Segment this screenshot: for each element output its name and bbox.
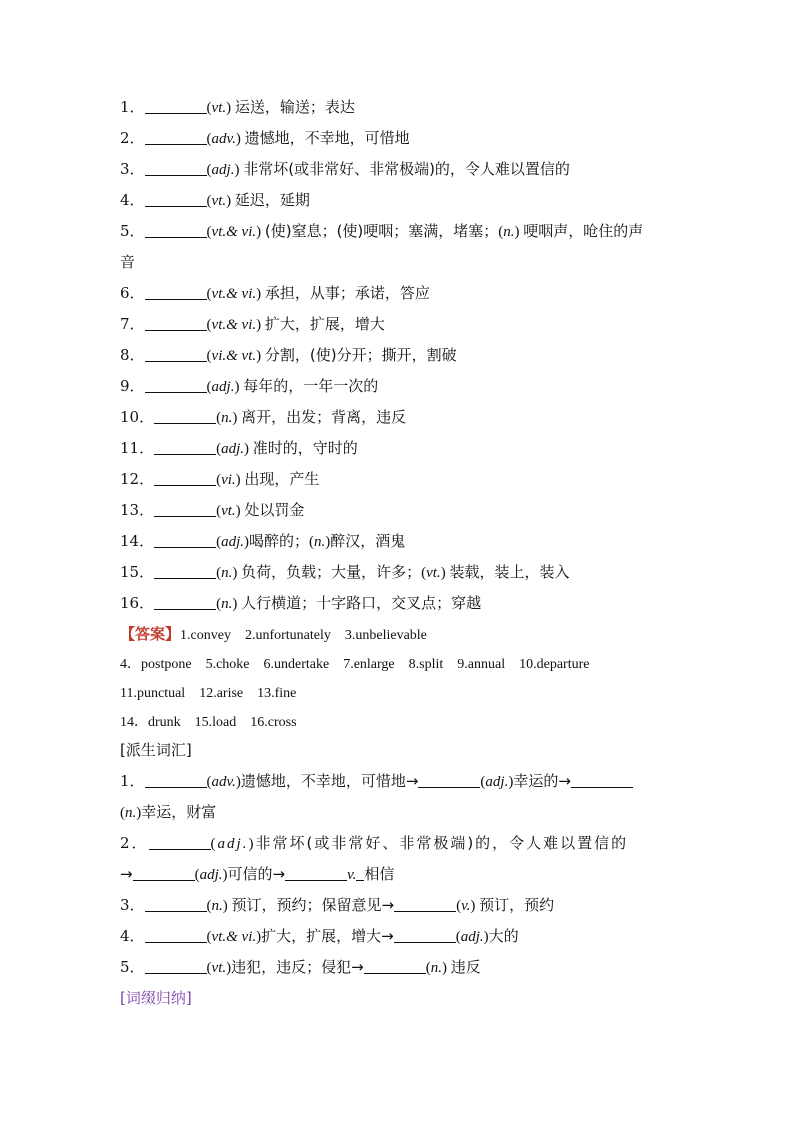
vocab-item: 3． (adj.) 非常坏(或非常好、非常极端)的，令人难以置信的 <box>120 156 680 187</box>
part-of-speech: v. <box>461 898 471 914</box>
answer-entry: 1.convey <box>180 628 231 643</box>
derived-heading: [派生词汇] <box>120 741 192 759</box>
worksheet <box>120 94 680 1016</box>
answer-key-row <box>120 708 680 737</box>
definition: 可信的→ <box>227 865 286 883</box>
item-number: 4． <box>120 191 145 209</box>
definition: 预订，预约 <box>479 896 555 914</box>
definition: 幸运的→ <box>513 772 571 790</box>
answer-blank[interactable] <box>145 957 207 974</box>
part-of-speech: vt.& vi. <box>211 317 257 333</box>
vocab-item: 14． (adj.)喝醉的；(n.)醉汉，酒鬼 <box>120 528 680 559</box>
answer-blank[interactable] <box>145 97 207 114</box>
definition: 大的 <box>488 927 519 945</box>
part-of-speech: n. <box>221 596 233 612</box>
part-of-speech: vi. <box>221 472 236 488</box>
part-of-speech: adj. <box>460 929 484 945</box>
definition: 承担，从事；承诺，答应 <box>264 284 430 302</box>
item-number: 6． <box>120 284 145 302</box>
part-of-speech: vt.& vi. <box>211 929 257 945</box>
answer-blank[interactable] <box>418 771 480 788</box>
answer-blank[interactable] <box>145 128 207 145</box>
item-number: 7． <box>120 315 145 333</box>
part-of-speech: adj. <box>221 534 245 550</box>
section-heading <box>120 737 680 768</box>
part-of-speech: n. <box>221 565 233 581</box>
vocab-item: 9． (adj.) 每年的，一年一次的 <box>120 373 680 404</box>
answer-blank[interactable] <box>394 895 456 912</box>
answer-blank[interactable] <box>394 926 456 943</box>
part-of-speech: vt. <box>211 960 227 976</box>
part-of-speech: adv. <box>211 774 236 790</box>
definition: 违反 <box>450 958 481 976</box>
definition: 哽咽声，呛住的声 <box>523 222 644 240</box>
definition: 离开，出发；背离，违反 <box>241 408 407 426</box>
answer-entry: 15.load <box>194 715 237 730</box>
item-number: 14． <box>120 532 155 550</box>
vocab-item: 16． (n.) 人行横道；十字路口，交叉点；穿越 <box>120 590 680 621</box>
section-heading <box>120 985 680 1016</box>
answer-blank[interactable] <box>145 314 207 331</box>
answer-entry: 9.annual <box>457 657 506 672</box>
vocab-item: 5． (vt.& vi.) (使)窒息；(使)哽咽；塞满，堵塞；(n.) 哽咽声，呛住的声 <box>120 218 680 249</box>
answer-blank[interactable] <box>145 159 207 176</box>
definition: 扩大，扩展，增大→ <box>261 927 394 945</box>
item-number: 8． <box>120 346 145 364</box>
answer-key-row <box>120 621 680 650</box>
answer-blank[interactable] <box>145 376 207 393</box>
definition: 预订，预约；保留意见→ <box>231 896 395 914</box>
definition: 分割，(使)分开；撕开，割破 <box>264 346 457 364</box>
part-of-speech: vi.& vt. <box>211 348 257 364</box>
answer-blank[interactable] <box>145 283 207 300</box>
part-of-speech: n. <box>430 960 442 976</box>
definition: 非常坏(或非常好、非常极端)的，令人难以置信的 <box>243 160 570 178</box>
answer-blank[interactable] <box>154 593 216 610</box>
derived-item: 4． (vt.& vi.)扩大，扩展，增大→ (adj.)大的 <box>120 923 680 954</box>
answer-entry: 13.fine <box>257 686 297 701</box>
definition: 非常坏(或非常好、非常极端)的，令人难以置信的 <box>255 834 629 852</box>
vocab-item: 12． (vi.) 出现，产生 <box>120 466 680 497</box>
definition: 人行横道；十字路口，交叉点；穿越 <box>241 594 482 612</box>
definition: 负荷，负载；大量，许多； <box>241 563 422 581</box>
part-of-speech: vt. <box>426 565 441 581</box>
definition: 扩大，扩展，增大 <box>264 315 385 333</box>
item-number: 13． <box>120 501 155 519</box>
derived-item: 2． (adj.)非常坏(或非常好、非常极端)的，令人难以置信的 <box>120 830 680 861</box>
affix-heading: [词缀归纳] <box>120 989 192 1007</box>
answer-blank[interactable] <box>149 833 211 850</box>
item-number: 16． <box>120 594 155 612</box>
item-number: 1． <box>120 772 145 790</box>
definition: 每年的，一年一次的 <box>243 377 379 395</box>
item-number: 5． <box>120 222 145 240</box>
derived-item-continuation: → (adj.)可信的→ v. 相信 <box>120 865 395 883</box>
answer-blank[interactable] <box>145 190 207 207</box>
answer-blank[interactable] <box>154 531 216 548</box>
answer-blank[interactable] <box>154 407 216 424</box>
answer-entry: 7.enlarge <box>343 657 395 672</box>
vocab-item: 11． (adj.) 准时的，守时的 <box>120 435 680 466</box>
definition: 遗憾地，不幸地，可惜地→ <box>240 772 419 790</box>
definition: 准时的，守时的 <box>252 439 358 457</box>
part-of-speech: vt.& vi. <box>211 286 257 302</box>
part-of-speech: adj. <box>211 379 235 395</box>
item-number: 15． <box>120 563 155 581</box>
answer-blank[interactable] <box>154 438 216 455</box>
item-number: 10． <box>120 408 155 426</box>
answer-entry: 5.choke <box>205 657 250 672</box>
part-of-speech: n. <box>314 534 326 550</box>
part-of-speech: adj. <box>485 774 509 790</box>
item-number: 12． <box>120 470 155 488</box>
part-of-speech: v. <box>347 867 357 883</box>
definition: 喝醉的； <box>249 532 310 550</box>
part-of-speech: n. <box>125 805 137 821</box>
answer-entry: 12.arise <box>199 686 244 701</box>
derived-item-continuation: (n.)幸运，财富 <box>120 803 217 821</box>
answer-blank[interactable] <box>145 926 207 943</box>
definition: 处以罚金 <box>244 501 305 519</box>
answer-entry: 6.undertake <box>263 657 330 672</box>
answer-blank[interactable] <box>571 771 633 788</box>
answer-blank[interactable] <box>154 562 216 579</box>
definition: 装载，装上，装入 <box>449 563 570 581</box>
arrow-icon: → <box>120 865 133 883</box>
answer-blank[interactable] <box>145 771 207 788</box>
part-of-speech: vt. <box>211 193 227 209</box>
answer-entry: 8.split <box>408 657 444 672</box>
vocab-item: 10． (n.) 离开，出发；背离，违反 <box>120 404 680 435</box>
answer-blank[interactable] <box>364 957 426 974</box>
answer-entry: 2.unfortunately <box>244 628 331 643</box>
item-number: 1． <box>120 98 145 116</box>
vocab-item: 1． (vt.) 运送，输送；表达 <box>120 94 680 125</box>
vocab-item: 4． (vt.) 延迟，延期 <box>120 187 680 218</box>
vocab-item: 6． (vt.& vi.) 承担，从事；承诺，答应 <box>120 280 680 311</box>
answer-entry: 14．drunk <box>120 715 181 730</box>
answer-entry: 4．postpone <box>120 657 192 672</box>
vocab-item: 13． (vt.) 处以罚金 <box>120 497 680 528</box>
answer-entry: 10.departure <box>519 657 590 672</box>
answer-entry: 11.punctual <box>120 686 186 701</box>
definition: 相信 <box>364 865 395 883</box>
answer-entry: 16.cross <box>250 715 297 730</box>
part-of-speech: adj. <box>221 441 245 457</box>
answer-blank[interactable] <box>133 864 195 881</box>
answer-blank[interactable] <box>145 221 207 238</box>
answer-blank[interactable] <box>145 895 207 912</box>
item-number: 4． <box>120 927 145 945</box>
part-of-speech: n. <box>211 898 223 914</box>
definition: 遗憾地，不幸地，可惜地 <box>244 129 410 147</box>
part-of-speech: adj. <box>199 867 223 883</box>
item-number: 5． <box>120 958 145 976</box>
item-number: 2． <box>120 129 145 147</box>
answer-entry: 3.unbelievable <box>344 628 427 643</box>
part-of-speech: adv. <box>211 131 236 147</box>
part-of-speech: adj. <box>217 836 249 852</box>
definition: 醉汉，酒鬼 <box>330 532 406 550</box>
derived-item: 5． (vt.)违犯，违反；侵犯→ (n.) 违反 <box>120 954 680 985</box>
derived-item: 1． (adv.)遗憾地，不幸地，可惜地→ (adj.)幸运的→ <box>120 768 680 799</box>
answer-blank[interactable] <box>154 469 216 486</box>
definition: 运送，输送；表达 <box>234 98 355 116</box>
definition: 幸运，财富 <box>141 803 217 821</box>
answer-blank[interactable] <box>285 864 347 881</box>
part-of-speech: vt. <box>221 503 236 519</box>
vocab-item: 8． (vi.& vt.) 分割，(使)分开；撕开，割破 <box>120 342 680 373</box>
definition: 违犯，违反；侵犯→ <box>231 958 364 976</box>
part-of-speech: n. <box>221 410 233 426</box>
definition: 音 <box>120 253 136 271</box>
part-of-speech: vt. <box>211 100 227 116</box>
answer-label: 【答案】 <box>120 625 181 643</box>
definition: (使)窒息；(使)哽咽；塞满，堵塞； <box>264 222 499 240</box>
vocab-item-continuation <box>120 249 680 280</box>
item-number: 3． <box>120 896 145 914</box>
answer-key-row <box>120 679 680 708</box>
part-of-speech: vt.& vi. <box>211 224 257 240</box>
item-number: 2． <box>120 834 149 852</box>
answer-key-row <box>120 650 680 679</box>
derived-item: 3． (n.) 预订，预约；保留意见→ (v.) 预订，预约 <box>120 892 680 923</box>
item-number: 11． <box>120 439 155 457</box>
vocab-item: 7． (vt.& vi.) 扩大，扩展，增大 <box>120 311 680 342</box>
answer-blank[interactable] <box>154 500 216 517</box>
definition: 延迟，延期 <box>234 191 310 209</box>
item-number: 3． <box>120 160 145 178</box>
definition: 出现，产生 <box>244 470 320 488</box>
answer-blank[interactable] <box>145 345 207 362</box>
part-of-speech: n. <box>503 224 515 240</box>
vocab-item: 2． (adv.) 遗憾地，不幸地，可惜地 <box>120 125 680 156</box>
part-of-speech: adj. <box>211 162 235 178</box>
item-number: 9． <box>120 377 145 395</box>
vocab-item: 15． (n.) 负荷，负载；大量，许多；(vt.) 装载，装上，装入 <box>120 559 680 590</box>
